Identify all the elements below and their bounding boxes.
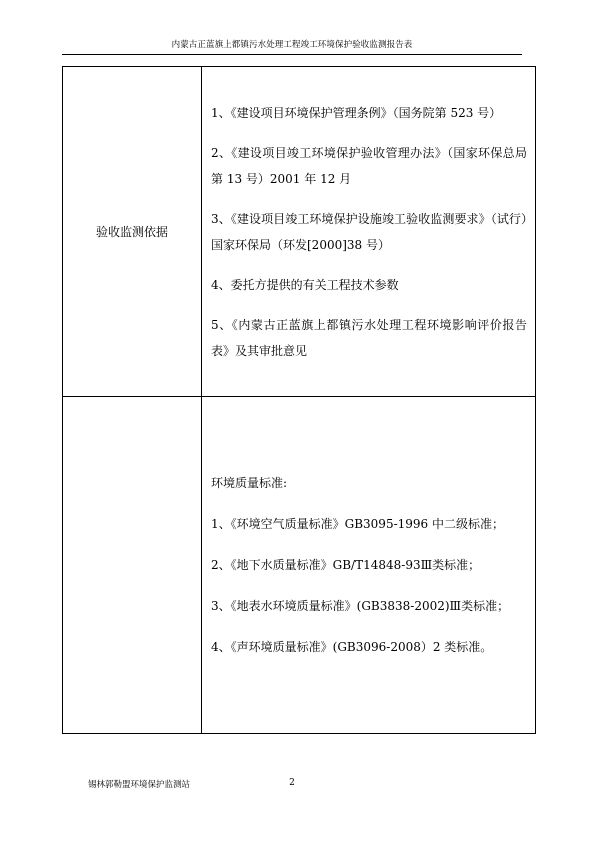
basis-item-5: 5、《内蒙古正蓝旗上都镇污水处理工程环境影响评价报告表》及其审批意见 [211,317,527,358]
report-table [62,66,536,734]
footer-organization: 锡林郭勒盟环境保护监测站 [88,780,191,790]
header-divider [62,54,522,55]
table-row-basis [63,67,536,397]
basis-item-4: 4、委托方提供的有关工程技术参数 [211,277,399,292]
table-row-standards [63,397,536,734]
standards-heading: 环境质量标准: [211,476,288,490]
standards-content-cell [202,397,536,734]
basis-item-2: 2、《建设项目竣工环境保护验收管理办法》（国家环保总局第 13 号）2001 年 12 月 [211,145,527,186]
basis-item-3: 3、《建设项目竣工环境保护设施竣工验收监测要求》（试行）国家环保局（环发[2000]38 号） [211,211,527,252]
basis-label-cell [63,67,202,397]
standards-item-3: 3、《地表水环境质量标准》(GB3838-2002)Ⅲ类标准； [211,599,510,613]
standards-item-1: 1、《环境空气质量标准》GB3095-1996 中二级标准； [211,517,504,531]
standards-item-4: 4、《声环境质量标准》(GB3096-2008）2 类标准。 [211,640,493,654]
basis-label: 验收监测依据 [95,225,168,239]
standards-item-2: 2、《地下水质量标准》GB/T14848-93Ⅲ类标准； [211,558,481,572]
page-header-title: 内蒙古正蓝旗上都镇污水处理工程竣工环境保护验收监测报告表 [171,40,413,50]
page-number: 2 [289,778,295,788]
basis-content-cell [202,67,536,397]
standards-label-cell [63,397,202,734]
basis-item-1: 1、《建设项目环境保护管理条例》（国务院第 523 号） [211,105,502,120]
